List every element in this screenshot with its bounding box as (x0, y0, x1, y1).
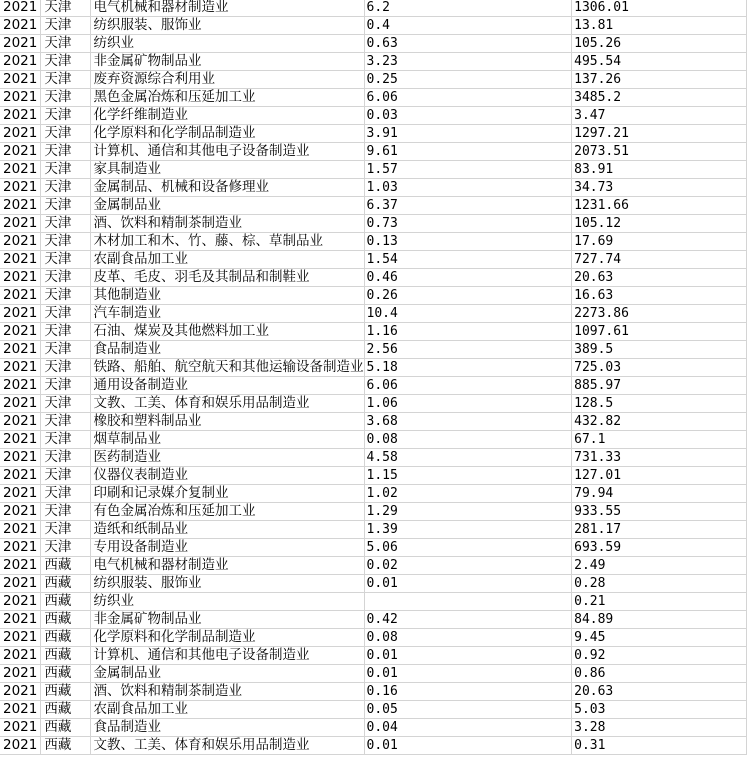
region-cell[interactable]: 天津 (41, 377, 90, 395)
year-cell[interactable]: 2021 (0, 395, 41, 413)
region-cell[interactable]: 天津 (41, 251, 90, 269)
value-cell[interactable]: 0.21 (572, 593, 747, 611)
share-cell[interactable]: 5.18 (364, 359, 572, 377)
year-cell[interactable]: 2021 (0, 575, 41, 593)
industry-cell[interactable]: 纺织业 (90, 35, 364, 53)
share-cell[interactable]: 0.04 (364, 719, 572, 737)
year-cell[interactable]: 2021 (0, 305, 41, 323)
value-cell[interactable]: 20.63 (572, 683, 747, 701)
industry-cell[interactable]: 仪器仪表制造业 (90, 467, 364, 485)
year-cell[interactable]: 2021 (0, 539, 41, 557)
industry-cell[interactable]: 医药制造业 (90, 449, 364, 467)
value-cell[interactable]: 13.81 (572, 17, 747, 35)
region-cell[interactable]: 天津 (41, 305, 90, 323)
industry-cell[interactable]: 石油、煤炭及其他燃料加工业 (90, 323, 364, 341)
industry-cell[interactable]: 农副食品加工业 (90, 701, 364, 719)
year-cell[interactable]: 2021 (0, 89, 41, 107)
share-cell[interactable]: 6.06 (364, 377, 572, 395)
industry-cell[interactable]: 计算机、通信和其他电子设备制造业 (90, 647, 364, 665)
year-cell[interactable]: 2021 (0, 449, 41, 467)
value-cell[interactable]: 16.63 (572, 287, 747, 305)
share-cell[interactable]: 0.01 (364, 647, 572, 665)
year-cell[interactable]: 2021 (0, 323, 41, 341)
industry-cell[interactable]: 纺织服装、服饰业 (90, 17, 364, 35)
year-cell[interactable]: 2021 (0, 125, 41, 143)
region-cell[interactable]: 天津 (41, 233, 90, 251)
region-cell[interactable]: 西藏 (41, 683, 90, 701)
year-cell[interactable]: 2021 (0, 53, 41, 71)
table-row (0, 287, 747, 305)
table-row (0, 35, 747, 53)
year-cell[interactable]: 2021 (0, 341, 41, 359)
share-cell[interactable]: 9.61 (364, 143, 572, 161)
industry-cell[interactable]: 计算机、通信和其他电子设备制造业 (90, 143, 364, 161)
year-cell[interactable]: 2021 (0, 647, 41, 665)
region-cell[interactable]: 天津 (41, 287, 90, 305)
region-cell[interactable]: 天津 (41, 17, 90, 35)
industry-cell[interactable]: 造纸和纸制品业 (90, 521, 364, 539)
table-row (0, 89, 747, 107)
year-cell[interactable]: 2021 (0, 521, 41, 539)
value-cell[interactable]: 137.26 (572, 71, 747, 89)
region-cell[interactable]: 天津 (41, 431, 90, 449)
industry-cell[interactable]: 皮革、毛皮、羽毛及其制品和制鞋业 (90, 269, 364, 287)
region-cell[interactable]: 天津 (41, 359, 90, 377)
industry-cell[interactable]: 家具制造业 (90, 161, 364, 179)
year-cell[interactable]: 2021 (0, 0, 41, 17)
table-row (0, 413, 747, 431)
region-cell[interactable]: 天津 (41, 0, 90, 17)
value-cell[interactable]: 84.89 (572, 611, 747, 629)
industry-cell[interactable]: 电气机械和器材制造业 (90, 0, 364, 17)
table-row (0, 143, 747, 161)
share-cell[interactable]: 6.37 (364, 197, 572, 215)
region-cell[interactable]: 天津 (41, 341, 90, 359)
table-row (0, 665, 747, 683)
value-cell[interactable]: 105.26 (572, 35, 747, 53)
year-cell[interactable]: 2021 (0, 431, 41, 449)
table-row (0, 125, 747, 143)
share-cell[interactable]: 0.05 (364, 701, 572, 719)
share-cell[interactable]: 0.4 (364, 17, 572, 35)
table-row (0, 611, 747, 629)
value-cell[interactable]: 3.47 (572, 107, 747, 125)
table-row (0, 485, 747, 503)
region-cell[interactable]: 西藏 (41, 701, 90, 719)
share-cell[interactable]: 0.01 (364, 737, 572, 755)
share-cell[interactable]: 1.02 (364, 485, 572, 503)
value-cell[interactable]: 3.28 (572, 719, 747, 737)
region-cell[interactable]: 西藏 (41, 737, 90, 755)
share-cell[interactable]: 3.68 (364, 413, 572, 431)
region-cell[interactable]: 天津 (41, 503, 90, 521)
year-cell[interactable]: 2021 (0, 737, 41, 755)
table-row (0, 557, 747, 575)
industry-cell[interactable]: 烟草制品业 (90, 431, 364, 449)
value-cell[interactable]: 389.5 (572, 341, 747, 359)
industry-cell[interactable]: 金属制品业 (90, 665, 364, 683)
industry-cell[interactable]: 文教、工美、体育和娱乐用品制造业 (90, 737, 364, 755)
industry-cell[interactable]: 木材加工和木、竹、藤、棕、草制品业 (90, 233, 364, 251)
share-cell[interactable]: 1.29 (364, 503, 572, 521)
table-row (0, 17, 747, 35)
region-cell[interactable]: 天津 (41, 125, 90, 143)
value-cell[interactable]: 79.94 (572, 485, 747, 503)
region-cell[interactable]: 西藏 (41, 665, 90, 683)
region-cell[interactable]: 天津 (41, 413, 90, 431)
value-cell[interactable]: 127.01 (572, 467, 747, 485)
region-cell[interactable]: 天津 (41, 521, 90, 539)
industry-cell[interactable]: 文教、工美、体育和娱乐用品制造业 (90, 395, 364, 413)
share-cell[interactable]: 0.01 (364, 575, 572, 593)
industry-cell[interactable]: 金属制品、机械和设备修理业 (90, 179, 364, 197)
industry-cell[interactable]: 废弃资源综合利用业 (90, 71, 364, 89)
table-row (0, 521, 747, 539)
table-row (0, 719, 747, 737)
region-cell[interactable]: 天津 (41, 395, 90, 413)
value-cell[interactable]: 495.54 (572, 53, 747, 71)
industry-cell[interactable]: 专用设备制造业 (90, 539, 364, 557)
region-cell[interactable]: 天津 (41, 35, 90, 53)
table-row (0, 683, 747, 701)
industry-cell[interactable]: 黑色金属冶炼和压延加工业 (90, 89, 364, 107)
industry-cell[interactable]: 铁路、船舶、航空航天和其他运输设备制造业 (90, 359, 364, 377)
table-row (0, 737, 747, 755)
region-cell[interactable]: 西藏 (41, 719, 90, 737)
region-cell[interactable]: 天津 (41, 53, 90, 71)
table-row (0, 233, 747, 251)
table-row (0, 593, 747, 611)
region-cell[interactable]: 天津 (41, 89, 90, 107)
value-cell[interactable]: 727.74 (572, 251, 747, 269)
industry-cell[interactable]: 橡胶和塑料制品业 (90, 413, 364, 431)
share-cell[interactable]: 0.01 (364, 665, 572, 683)
region-cell[interactable]: 西藏 (41, 557, 90, 575)
table-row (0, 629, 747, 647)
region-cell[interactable]: 西藏 (41, 611, 90, 629)
value-cell[interactable]: 1231.66 (572, 197, 747, 215)
value-cell[interactable]: 1306.01 (572, 0, 747, 17)
share-cell[interactable]: 0.08 (364, 629, 572, 647)
value-cell[interactable]: 67.1 (572, 431, 747, 449)
region-cell[interactable]: 西藏 (41, 575, 90, 593)
table-row (0, 161, 747, 179)
table-row (0, 0, 747, 17)
table-row (0, 647, 747, 665)
table-row (0, 431, 747, 449)
share-cell[interactable]: 1.54 (364, 251, 572, 269)
region-cell[interactable]: 天津 (41, 161, 90, 179)
share-cell[interactable]: 0.08 (364, 431, 572, 449)
region-cell[interactable]: 天津 (41, 143, 90, 161)
share-cell[interactable]: 0.63 (364, 35, 572, 53)
value-cell[interactable]: 933.55 (572, 503, 747, 521)
value-cell[interactable]: 0.31 (572, 737, 747, 755)
industry-cell[interactable]: 电气机械和器材制造业 (90, 557, 364, 575)
value-cell[interactable]: 0.92 (572, 647, 747, 665)
value-cell[interactable]: 17.69 (572, 233, 747, 251)
share-cell[interactable]: 0.73 (364, 215, 572, 233)
industry-cell[interactable]: 有色金属冶炼和压延加工业 (90, 503, 364, 521)
industry-cell[interactable]: 通用设备制造业 (90, 377, 364, 395)
region-cell[interactable]: 天津 (41, 179, 90, 197)
industry-cell[interactable]: 酒、饮料和精制茶制造业 (90, 215, 364, 233)
year-cell[interactable]: 2021 (0, 17, 41, 35)
value-cell[interactable]: 0.28 (572, 575, 747, 593)
industry-cell[interactable]: 汽车制造业 (90, 305, 364, 323)
year-cell[interactable]: 2021 (0, 377, 41, 395)
value-cell[interactable]: 34.73 (572, 179, 747, 197)
industry-cell[interactable]: 金属制品业 (90, 197, 364, 215)
share-cell[interactable]: 0.16 (364, 683, 572, 701)
industry-cell[interactable]: 纺织业 (90, 593, 364, 611)
share-cell[interactable]: 1.06 (364, 395, 572, 413)
region-cell[interactable]: 西藏 (41, 647, 90, 665)
value-cell[interactable]: 725.03 (572, 359, 747, 377)
year-cell[interactable]: 2021 (0, 413, 41, 431)
table-row (0, 251, 747, 269)
year-cell[interactable]: 2021 (0, 287, 41, 305)
share-cell[interactable]: 0.46 (364, 269, 572, 287)
region-cell[interactable]: 西藏 (41, 629, 90, 647)
industry-cell[interactable]: 酒、饮料和精制茶制造业 (90, 683, 364, 701)
share-cell[interactable]: 0.03 (364, 107, 572, 125)
region-cell[interactable]: 天津 (41, 269, 90, 287)
share-cell[interactable]: 0.25 (364, 71, 572, 89)
region-cell[interactable]: 天津 (41, 467, 90, 485)
year-cell[interactable]: 2021 (0, 233, 41, 251)
region-cell[interactable]: 天津 (41, 539, 90, 557)
table-row (0, 701, 747, 719)
share-cell[interactable]: 5.06 (364, 539, 572, 557)
value-cell[interactable]: 1297.21 (572, 125, 747, 143)
industry-cell[interactable]: 化学原料和化学制品制造业 (90, 125, 364, 143)
share-cell[interactable]: 1.03 (364, 179, 572, 197)
table-row (0, 53, 747, 71)
table-row (0, 377, 747, 395)
region-cell[interactable]: 天津 (41, 449, 90, 467)
year-cell[interactable]: 2021 (0, 629, 41, 647)
year-cell[interactable]: 2021 (0, 611, 41, 629)
table-row (0, 359, 747, 377)
share-cell[interactable]: 1.15 (364, 467, 572, 485)
value-cell[interactable]: 128.5 (572, 395, 747, 413)
share-cell[interactable]: 6.2 (364, 0, 572, 17)
year-cell[interactable]: 2021 (0, 557, 41, 575)
value-cell[interactable]: 83.91 (572, 161, 747, 179)
year-cell[interactable]: 2021 (0, 719, 41, 737)
table-row (0, 107, 747, 125)
value-cell[interactable]: 105.12 (572, 215, 747, 233)
value-cell[interactable]: 9.45 (572, 629, 747, 647)
industry-cell[interactable]: 食品制造业 (90, 719, 364, 737)
industry-cell[interactable]: 非金属矿物制品业 (90, 611, 364, 629)
table-row (0, 503, 747, 521)
industry-cell[interactable]: 纺织服装、服饰业 (90, 575, 364, 593)
year-cell[interactable]: 2021 (0, 143, 41, 161)
year-cell[interactable]: 2021 (0, 665, 41, 683)
table-row (0, 215, 747, 233)
region-cell[interactable]: 天津 (41, 71, 90, 89)
table-row (0, 197, 747, 215)
year-cell[interactable]: 2021 (0, 503, 41, 521)
value-cell[interactable]: 432.82 (572, 413, 747, 431)
year-cell[interactable]: 2021 (0, 251, 41, 269)
table-row (0, 449, 747, 467)
year-cell[interactable]: 2021 (0, 467, 41, 485)
value-cell[interactable]: 2.49 (572, 557, 747, 575)
region-cell[interactable]: 天津 (41, 107, 90, 125)
table-row (0, 341, 747, 359)
year-cell[interactable]: 2021 (0, 485, 41, 503)
year-cell[interactable]: 2021 (0, 107, 41, 125)
year-cell[interactable]: 2021 (0, 197, 41, 215)
share-cell[interactable] (364, 593, 572, 611)
share-cell[interactable]: 3.23 (364, 53, 572, 71)
year-cell[interactable]: 2021 (0, 683, 41, 701)
industry-cell[interactable]: 化学原料和化学制品制造业 (90, 629, 364, 647)
industry-cell[interactable]: 食品制造业 (90, 341, 364, 359)
value-cell[interactable]: 0.86 (572, 665, 747, 683)
value-cell[interactable]: 5.03 (572, 701, 747, 719)
year-cell[interactable]: 2021 (0, 593, 41, 611)
table-row (0, 179, 747, 197)
industry-cell[interactable]: 化学纤维制造业 (90, 107, 364, 125)
table-row (0, 395, 747, 413)
year-cell[interactable]: 2021 (0, 359, 41, 377)
share-cell[interactable]: 3.91 (364, 125, 572, 143)
industry-cell[interactable]: 非金属矿物制品业 (90, 53, 364, 71)
value-cell[interactable]: 731.33 (572, 449, 747, 467)
region-cell[interactable]: 天津 (41, 215, 90, 233)
value-cell[interactable]: 281.17 (572, 521, 747, 539)
share-cell[interactable]: 0.02 (364, 557, 572, 575)
region-cell[interactable]: 西藏 (41, 593, 90, 611)
table-row (0, 575, 747, 593)
value-cell[interactable]: 3485.2 (572, 89, 747, 107)
table-row (0, 71, 747, 89)
table-row (0, 305, 747, 323)
region-cell[interactable]: 天津 (41, 485, 90, 503)
share-cell[interactable]: 1.39 (364, 521, 572, 539)
value-cell[interactable]: 2073.51 (572, 143, 747, 161)
region-cell[interactable]: 天津 (41, 323, 90, 341)
share-cell[interactable]: 10.4 (364, 305, 572, 323)
table-row (0, 323, 747, 341)
year-cell[interactable]: 2021 (0, 269, 41, 287)
value-cell[interactable]: 20.63 (572, 269, 747, 287)
share-cell[interactable]: 0.42 (364, 611, 572, 629)
industry-cell[interactable]: 印刷和记录媒介复制业 (90, 485, 364, 503)
share-cell[interactable]: 6.06 (364, 89, 572, 107)
year-cell[interactable]: 2021 (0, 35, 41, 53)
share-cell[interactable]: 1.16 (364, 323, 572, 341)
share-cell[interactable]: 4.58 (364, 449, 572, 467)
table-row (0, 467, 747, 485)
year-cell[interactable]: 2021 (0, 161, 41, 179)
year-cell[interactable]: 2021 (0, 215, 41, 233)
share-cell[interactable]: 0.13 (364, 233, 572, 251)
table-row (0, 269, 747, 287)
table-row (0, 539, 747, 557)
region-cell[interactable]: 天津 (41, 197, 90, 215)
year-cell[interactable]: 2021 (0, 179, 41, 197)
industry-cell[interactable]: 其他制造业 (90, 287, 364, 305)
value-cell[interactable]: 693.59 (572, 539, 747, 557)
value-cell[interactable]: 885.97 (572, 377, 747, 395)
year-cell[interactable]: 2021 (0, 701, 41, 719)
share-cell[interactable]: 0.26 (364, 287, 572, 305)
year-cell[interactable]: 2021 (0, 71, 41, 89)
share-cell[interactable]: 2.56 (364, 341, 572, 359)
share-cell[interactable]: 1.57 (364, 161, 572, 179)
value-cell[interactable]: 1097.61 (572, 323, 747, 341)
industry-cell[interactable]: 农副食品加工业 (90, 251, 364, 269)
value-cell[interactable]: 2273.86 (572, 305, 747, 323)
